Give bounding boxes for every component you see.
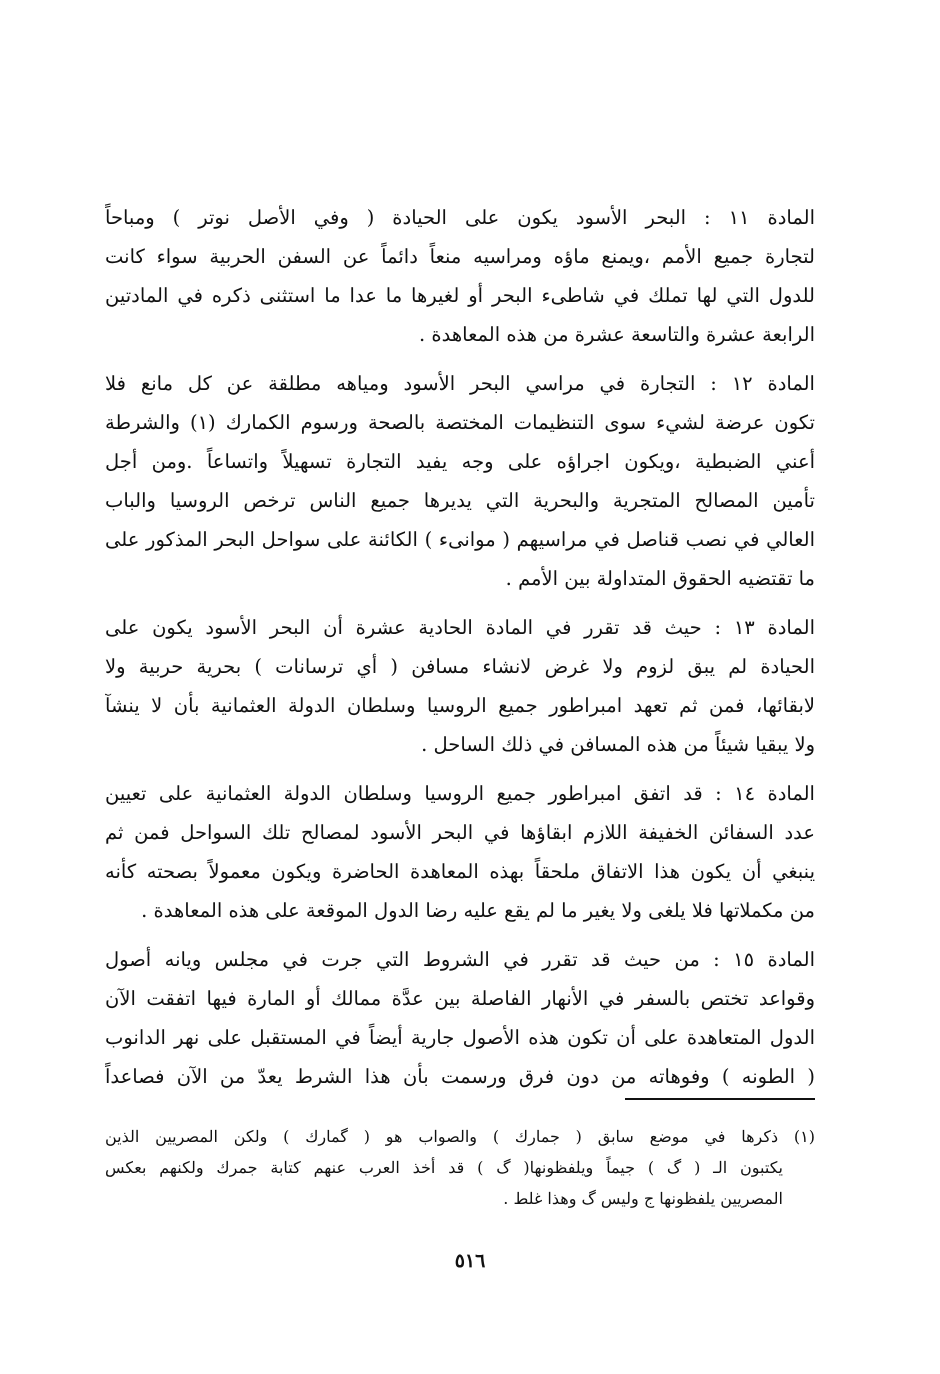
text-line: عدد السفائن الخفيفة اللازم ابقاؤها في البحر الأسود لمصالح تلك السواحل فمن ثم xyxy=(105,821,815,844)
text-line: المادة ١٣ : حيث قد تقرر في المادة الحادية عشرة أن البحر الأسود يكون على xyxy=(105,616,815,639)
page-number: ٥١٦ xyxy=(454,1250,486,1272)
footnote-line: (١) ذكرها في موضع سابق ( جمارك ) والصواب هو ( گمارك ) ولكن المصريين الذين xyxy=(105,1127,815,1146)
text-line: الحيادة لم يبق لزوم ولا غرض لانشاء مسافن ( أي ترسانات ) بحرية حربية ولا xyxy=(105,655,815,678)
text-line: وقواعد تختص بالسفر في الأنهار الفاصلة بين عدَّة ممالك أو المارة فيها اتفقت الآن xyxy=(105,987,815,1010)
footnote-divider xyxy=(625,1098,815,1100)
article-15-paragraph xyxy=(105,940,815,1096)
article-13-paragraph xyxy=(105,608,815,764)
text-line: تكون عرضة لشيء سوى التنظيمات المختصة بالصحة ورسوم الكمارك (١) والشرطة xyxy=(105,411,815,434)
footnote-line: المصريين يلفظونها ج وليس گ وهذا غلط . xyxy=(503,1189,783,1208)
text-line: تأمين المصالح المتجرية والبحرية التي يديرها جميع الناس ترخص الروسيا والباب xyxy=(105,489,815,512)
text-line: ما تقتضيه الحقوق المتداولة بين الأمم . xyxy=(505,567,815,590)
text-line: الدول المتعاهدة على أن تكون هذه الأصول جارية أيضاً في المستقبل على نهر الدانوب xyxy=(105,1026,815,1049)
text-line: من مكملاتها فلا يلغى ولا يغير ما لم يقع عليه رضا الدول الموقعة على هذه المعاهدة . xyxy=(141,899,815,922)
text-line: ( الطونه ) وفوهاته من دون فرق ورسمت بأن هذا الشرط يعدّ من الآن فصاعداً xyxy=(105,1065,815,1088)
text-line: المادة ١٤ : قد اتفق امبراطور جميع الروسيا وسلطان الدولة العثمانية على تعيين xyxy=(105,782,815,805)
text-line: الرابعة عشرة والتاسعة عشرة من هذه المعاهدة . xyxy=(419,323,815,346)
text-line: للدول التي لها تملك في شاطىء البحر أو لغيرها ما عدا ما استثنى ذكره في المادتين xyxy=(105,284,815,307)
text-line: المادة ١٢ : التجارة في مراسي البحر الأسود ومياهه مطلقة عن كل مانع فلا xyxy=(105,372,815,395)
article-11-paragraph xyxy=(105,198,815,354)
footnote-line: يكتبون الـ ( گ ) جيماً ويلفظونها( گ ) قد أخذ العرب عنهم كتابة جمرك ولكنهم بعكس xyxy=(105,1158,783,1177)
text-line: العالي في نصب قناصل في مراسيهم ( موانىء ) الكائنة على سواحل البحر المذكور على xyxy=(105,528,815,551)
body-text xyxy=(105,198,815,1106)
article-14-paragraph xyxy=(105,774,815,930)
article-12-paragraph xyxy=(105,364,815,598)
text-line: المادة ١٥ : من حيث قد تقرر في الشروط التي جرت في مجلس ويانه أصول xyxy=(105,948,815,971)
text-line: أعني الضبطية ،ويكون اجراؤه على وجه يفيد التجارة تسهيلاً واتساعاً .ومن أجل xyxy=(105,450,815,473)
text-line: لابقائها، فمن ثم تعهد امبراطور جميع الروسيا وسلطان الدولة العثمانية بأن لا ينشآ xyxy=(105,694,815,717)
text-line: ينبغي أن يكون هذا الاتفاق ملحقاً بهذه المعاهدة الحاضرة ويكون معمولاً بصحته كأنه xyxy=(105,860,815,883)
text-line: ولا يبقيا شيئاً من هذه المسافن في ذلك الساحل . xyxy=(421,733,815,756)
text-line: المادة ١١ : البحر الأسود يكون على الحيادة ( وفي الأصل نوتر ) ومباحاً xyxy=(105,206,815,229)
footnote xyxy=(105,1121,815,1214)
text-line: لتجارة جميع الأمم ،ويمنع ماؤه ومراسيه منعاً دائماً عن السفن الحربية سواء كانت xyxy=(105,245,815,268)
